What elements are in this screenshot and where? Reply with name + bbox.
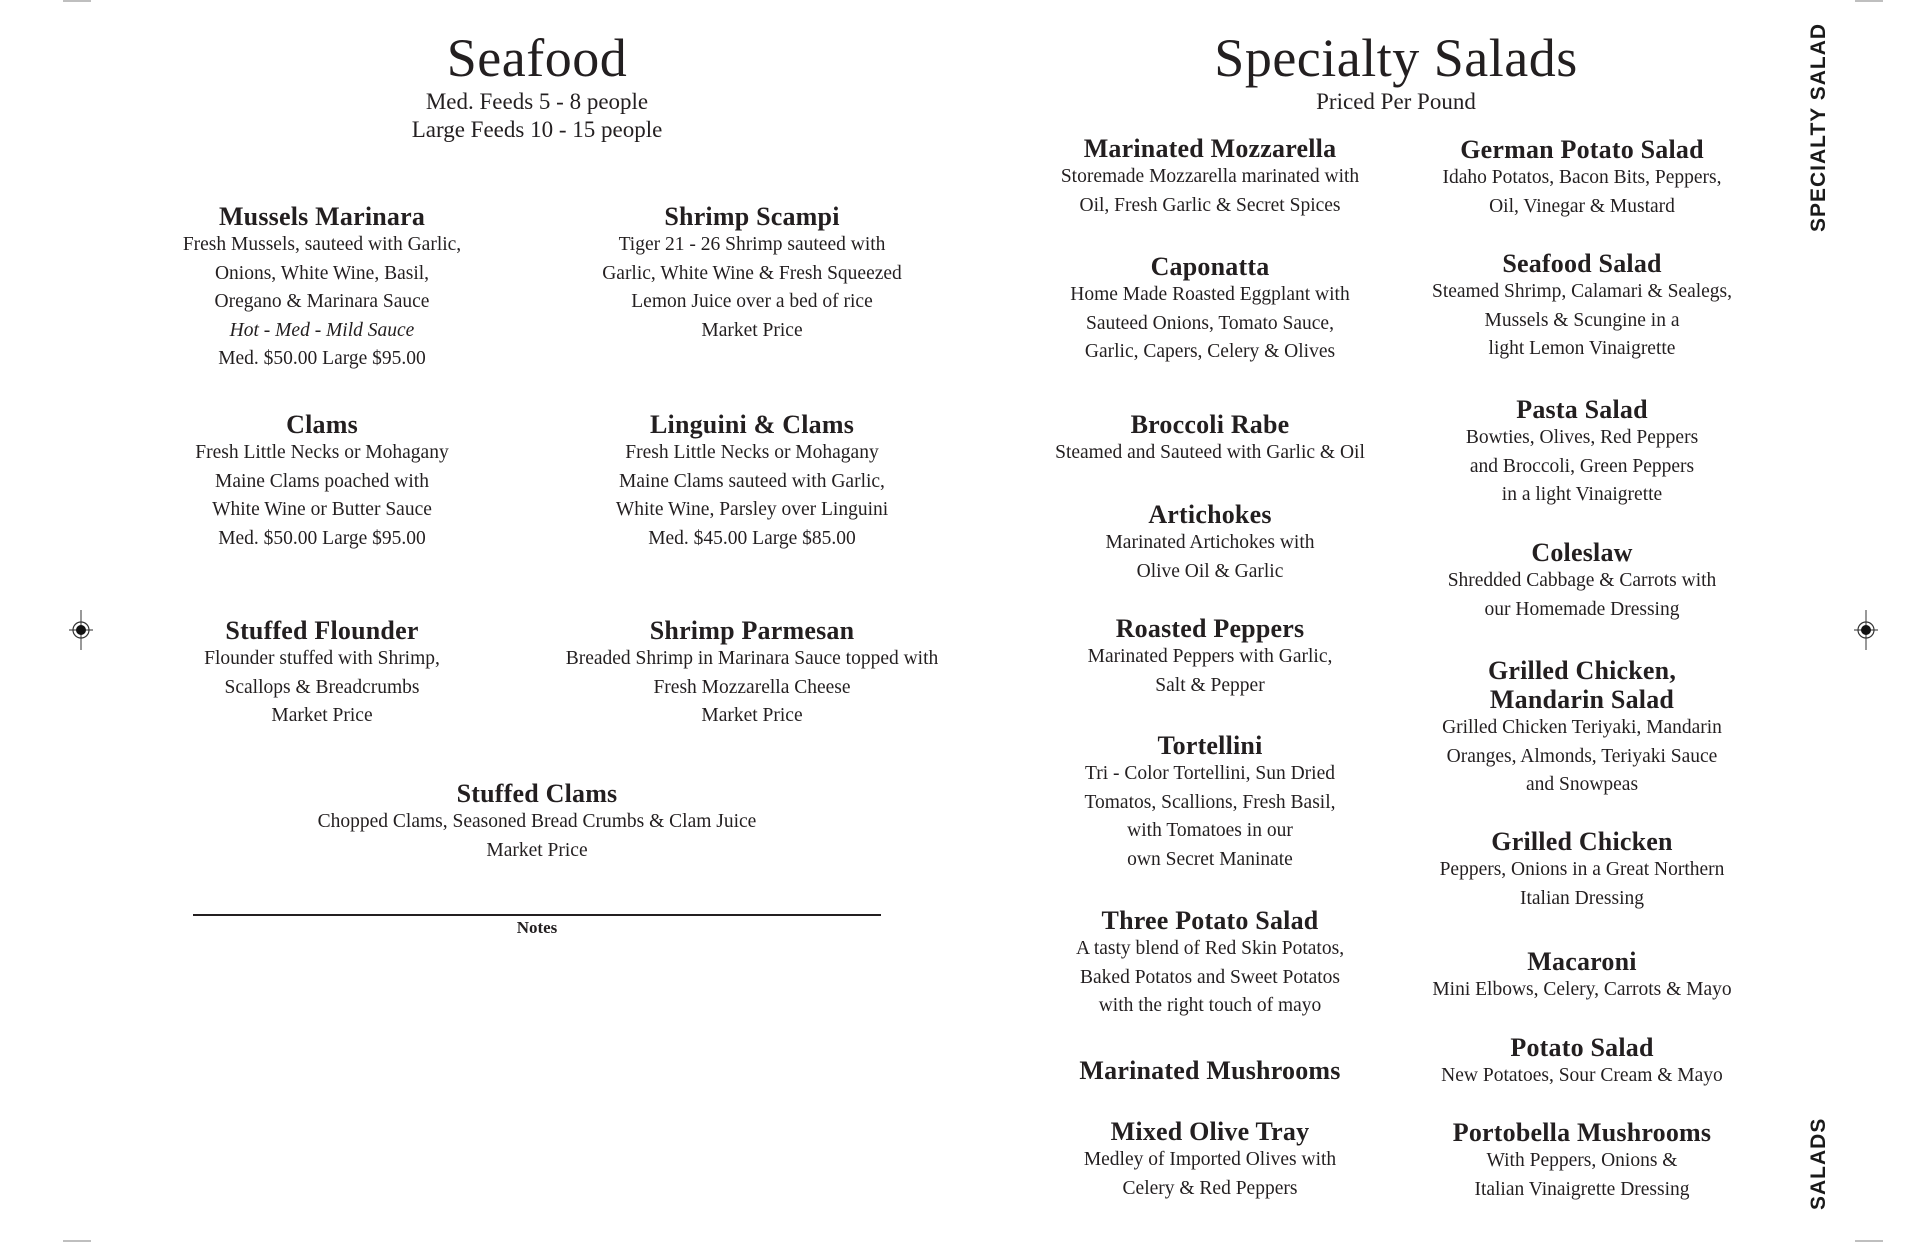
item-name: Coleslaw [1531, 538, 1633, 567]
crop-mark-top-right [1855, 0, 1883, 2]
item-description: A tasty blend of Red Skin Potatos, [1075, 938, 1345, 959]
side-tab-salads: SALADS [1807, 1117, 1830, 1210]
item-description: Fresh Mozzarella Cheese [653, 676, 851, 698]
seafood-header [337, 28, 737, 144]
menu-item-shrimp-parmesan [502, 616, 1002, 731]
item-name: Shrimp Scampi [664, 202, 840, 231]
item-description: in a light Vinaigrette [1501, 484, 1663, 505]
item-name: Pasta Salad [1516, 395, 1648, 424]
item-description: Home Made Roasted Eggplant with [1070, 284, 1350, 305]
item-description: Italian Vinaigrette Dressing [1474, 1178, 1690, 1200]
item-description: Marinated Artichokes with [1105, 532, 1315, 553]
item-description: our Homemade Dressing [1484, 598, 1680, 620]
item-price: Med. $45.00 Large $85.00 [648, 527, 856, 549]
item-description: Chopped Clams, Seasoned Bread Crumbs & Clam Juice [317, 811, 757, 832]
salad-item-artichokes [1010, 500, 1410, 586]
salad-item-seafood-salad [1382, 249, 1782, 364]
item-description: Bowties, Olives, Red Peppers [1465, 427, 1699, 448]
item-description: Celery & Red Peppers [1122, 1177, 1298, 1199]
item-name: German Potato Salad [1460, 135, 1704, 164]
item-description: Idaho Potatos, Bacon Bits, Peppers, [1442, 167, 1722, 188]
item-description: Onions, White Wine, Basil, [214, 262, 430, 284]
item-description: Maine Clams poached with [215, 470, 429, 492]
salad-item-three-potato-salad [1010, 906, 1410, 1021]
salad-item-roasted-peppers [1010, 614, 1410, 700]
item-description: with Tomatoes in our [1127, 820, 1293, 841]
item-name: Broccoli Rabe [1130, 410, 1290, 439]
item-description: Oil, Fresh Garlic & Secret Spices [1079, 194, 1341, 216]
item-name: Shrimp Parmesan [649, 616, 855, 645]
item-description: Mini Elbows, Celery, Carrots & Mayo [1432, 979, 1732, 1000]
item-description: Storemade Mozzarella marinated with [1060, 166, 1360, 187]
item-description: Tomatos, Scallions, Fresh Basil, [1084, 791, 1336, 813]
item-description: Maine Clams sauteed with Garlic, [619, 470, 885, 492]
item-name: Stuffed Clams [456, 779, 618, 808]
item-description: Marinated Peppers with Garlic, [1087, 646, 1333, 667]
item-name: Marinated Mozzarella [1083, 134, 1337, 163]
item-name: Clams [286, 410, 358, 439]
item-price: Med. $50.00 Large $95.00 [218, 348, 426, 369]
item-description: and Broccoli, Green Peppers [1469, 455, 1695, 477]
registration-mark-icon [61, 610, 101, 650]
item-name: Grilled Chicken, [1487, 656, 1677, 685]
item-description: Breaded Shrimp in Marinara Sauce topped with [565, 648, 939, 669]
salads-title: Specialty Salads [1214, 28, 1578, 88]
item-description: Oil, Vinegar & Mustard [1489, 195, 1675, 217]
item-description: Garlic, Capers, Celery & Olives [1084, 341, 1336, 362]
salad-item-german-potato-salad [1382, 135, 1782, 221]
item-name: Macaroni [1527, 947, 1637, 976]
item-price: Market Price [486, 839, 588, 861]
item-description: Salt & Pepper [1155, 674, 1265, 696]
menu-item-stuffed-flounder [122, 616, 522, 731]
seafood-subtitle-line: Large Feeds 10 - 15 people [411, 117, 663, 142]
item-sauce-note: Hot - Med - Mild Sauce [229, 319, 415, 341]
salad-item-mixed-olive-tray [1010, 1117, 1410, 1203]
item-description: Italian Dressing [1519, 887, 1644, 909]
notes-line [193, 914, 881, 916]
item-description: Grilled Chicken Teriyaki, Mandarin [1442, 717, 1722, 738]
item-description: light Lemon Vinaigrette [1488, 338, 1676, 359]
seafood-subtitle-line: Med. Feeds 5 - 8 people [425, 89, 649, 114]
item-description: With Peppers, Onions & [1486, 1150, 1678, 1171]
notes-label: Notes [516, 918, 558, 937]
item-description: Sauteed Onions, Tomato Sauce, [1086, 312, 1334, 334]
item-name: Three Potato Salad [1101, 906, 1319, 935]
item-price: Market Price [271, 705, 373, 726]
item-description: Olive Oil & Garlic [1136, 560, 1284, 582]
item-description: Baked Potatos and Sweet Potatos [1080, 966, 1340, 988]
item-description: and Snowpeas [1525, 774, 1639, 795]
item-description: Garlic, White Wine & Fresh Squeezed [602, 262, 902, 284]
crop-mark-top-left [63, 0, 91, 2]
item-description: Fresh Little Necks or Mohagany [625, 442, 879, 463]
salads-header [1146, 28, 1646, 116]
salad-item-broccoli-rabe [1010, 410, 1410, 468]
salads-subtitle: Priced Per Pound [1316, 89, 1476, 114]
salad-item-pasta-salad [1382, 395, 1782, 510]
item-description: own Secret Maninate [1127, 848, 1293, 870]
item-name: Stuffed Flounder [225, 616, 419, 645]
item-name: Mixed Olive Tray [1110, 1117, 1310, 1146]
salad-item-potato-salad [1382, 1033, 1782, 1091]
salad-item-tortellini [1010, 731, 1410, 874]
item-price: Market Price [701, 705, 803, 726]
item-description: White Wine or Butter Sauce [212, 499, 432, 520]
item-description: Scallops & Breadcrumbs [224, 676, 420, 698]
salad-item-grilled-chicken-mandarin-salad [1382, 656, 1782, 800]
item-description: Lemon Juice over a bed of rice [631, 291, 873, 312]
item-name: Seafood Salad [1502, 249, 1662, 278]
item-description: Steamed and Sauteed with Garlic & Oil [1055, 442, 1365, 463]
item-description: New Potatoes, Sour Cream & Mayo [1441, 1065, 1723, 1086]
salad-item-coleslaw [1382, 538, 1782, 624]
item-name: Roasted Peppers [1115, 614, 1305, 643]
item-description: Tiger 21 - 26 Shrimp sauteed with [618, 234, 886, 255]
item-name: Mussels Marinara [218, 202, 426, 231]
menu-item-linguini-and-clams [552, 410, 952, 553]
item-description: with the right touch of mayo [1098, 995, 1322, 1016]
item-description: Peppers, Onions in a Great Northern [1439, 859, 1725, 880]
item-name: Tortellini [1157, 731, 1263, 760]
item-description: Fresh Little Necks or Mohagany [195, 442, 449, 463]
item-description: White Wine, Parsley over Linguini [615, 499, 889, 520]
item-description: Tri - Color Tortellini, Sun Dried [1085, 763, 1335, 784]
item-name: Potato Salad [1510, 1033, 1654, 1062]
registration-mark-icon [1846, 610, 1886, 650]
item-name: Marinated Mushrooms [1079, 1056, 1341, 1085]
item-description: Fresh Mussels, sauteed with Garlic, [182, 234, 462, 255]
seafood-title: Seafood [446, 28, 628, 88]
item-name: Mandarin Salad [1489, 685, 1675, 714]
salad-item-macaroni [1382, 947, 1782, 1005]
item-name: Linguini & Clams [649, 410, 855, 439]
item-price: Med. $50.00 Large $95.00 [218, 527, 426, 549]
menu-item-clams [122, 410, 522, 553]
item-description: Flounder stuffed with Shrimp, [204, 648, 440, 669]
item-price: Market Price [701, 319, 803, 341]
item-description: Mussels & Scungine in a [1484, 309, 1680, 331]
salad-item-marinated-mushrooms [1010, 1056, 1410, 1085]
item-name: Caponatta [1150, 252, 1270, 281]
side-tab-specialty-salad: SPECIALTY SALAD [1807, 22, 1830, 232]
item-name: Grilled Chicken [1491, 827, 1673, 856]
salad-item-grilled-chicken [1382, 827, 1782, 913]
item-name: Portobella Mushrooms [1452, 1118, 1712, 1147]
item-description: Medley of Imported Olives with [1083, 1149, 1337, 1170]
item-description: Steamed Shrimp, Calamari & Sealegs, [1431, 281, 1733, 302]
salad-item-caponatta [1010, 252, 1410, 367]
item-description: Oranges, Almonds, Teriyaki Sauce [1446, 745, 1718, 767]
item-description: Oregano & Marinara Sauce [214, 291, 430, 312]
item-description: Shredded Cabbage & Carrots with [1447, 570, 1717, 591]
menu-item-stuffed-clams [237, 779, 837, 865]
item-name: Artichokes [1148, 500, 1272, 529]
menu-item-mussels-marinara [122, 202, 522, 374]
salad-item-portobella-mushrooms [1382, 1118, 1782, 1204]
menu-item-shrimp-scampi [552, 202, 952, 345]
salad-item-marinated-mozzarella [1010, 134, 1410, 220]
